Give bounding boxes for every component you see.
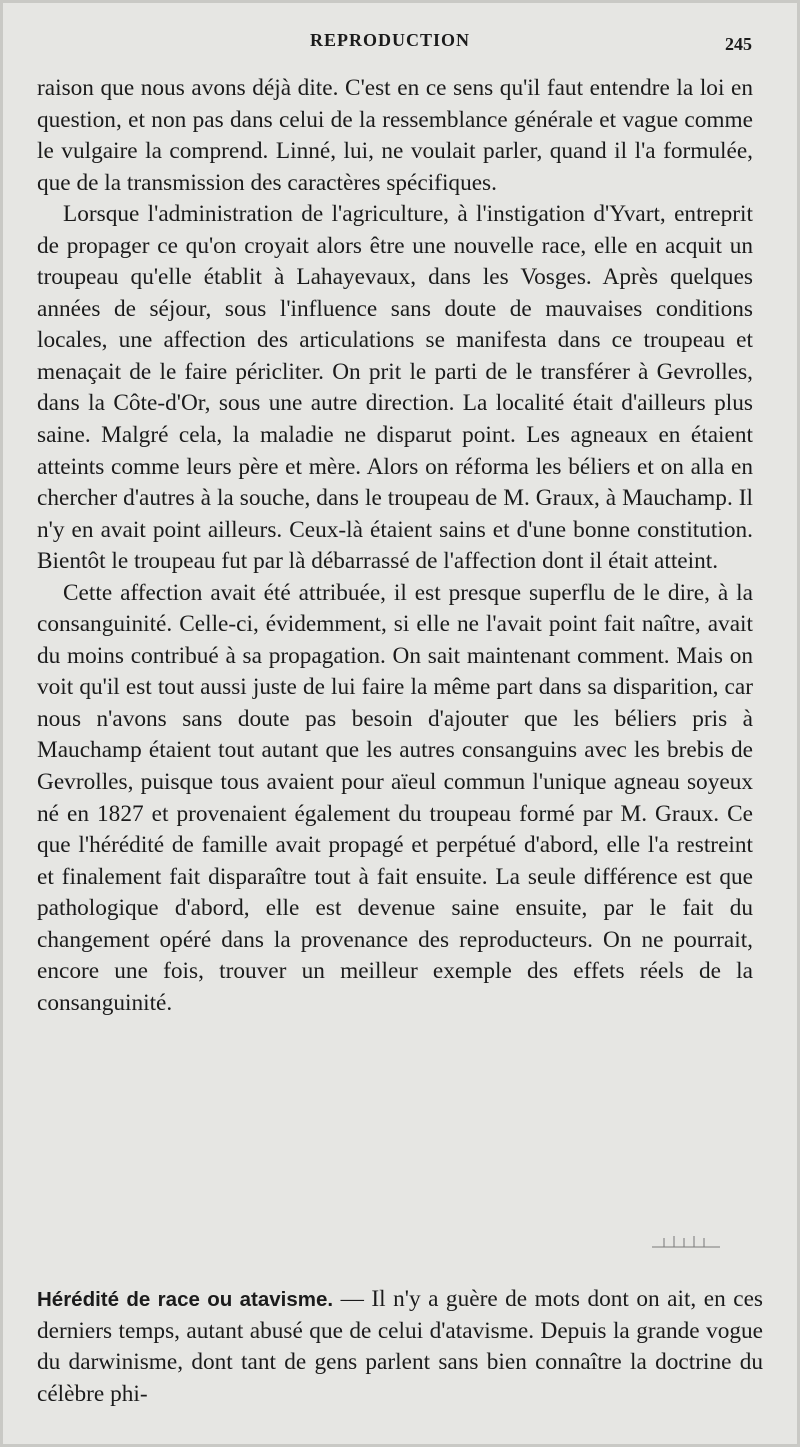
section-text: — Il n'y a guère de mots dont on ait, en ces derniers temps, autant abusé que de celui d'atavisme. Depuis la grande vogue du darwinisme, dont tant de gens parlent sans bien connaître la doctrine du célèbre phi- xyxy=(37,1286,763,1407)
paragraph-continued: raison que nous avons déjà dite. C'est en ce sens qu'il faut entendre la loi en question, et non pas dans celui de la ressemblance générale et vague comme le vulgaire la comprend. Linné, lui, ne voulait parler, quand il l'a formulée, que de la transmission des caractères spécifiques. xyxy=(37,75,753,196)
main-text xyxy=(37,73,753,1019)
paragraph-consanguinity: Cette affection avait été attribuée, il est presque superflu de le dire, à la consanguinité. Celle-ci, évidemment, si elle ne l'avait point fait naître, avait du moins contribué à sa propagation. On sait maintenant comment. Mais on voit qu'il est tout aussi juste de lui faire la même part dans sa disparition, car nous n'avons sans doute pas besoin d'ajouter que les béliers pris à Mauchamp étaient tout autant que les autres consanguins avec les brebis de Gevrolles, puisque tous avaient pour aïeul commun l'unique agneau soyeux né en 1827 et provenaient également du troupeau formé par M. Graux. Ce que l'hérédité de famille avait propagé et perpétué d'abord, elle l'a restreint et finalement fait disparaître tout à fait ensuite. La seule différence est que pathologique d'abord, elle est devenue saine ensuite, par le fait du changement opéré dans la provenance des reproducteurs. On ne pourrait, encore une fois, trouver un meilleur exemple des effets réels de la consanguinité. xyxy=(37,579,753,1016)
section-title: Hérédité de race ou atavisme. xyxy=(37,1288,334,1311)
paragraph-end-ornament xyxy=(650,1233,722,1251)
paragraph-lahayevaux: Lorsque l'administration de l'agriculture, à l'instigation d'Yvart, entreprit de propager ce qu'on croyait alors être une nouvelle race, elle en acquit un troupeau qu'elle établit à Lahayevaux, dans les Vosges. Après quelques années de séjour, sous l'influence sans doute de mauvaises conditions locales, une affection des articulations se manifesta dans ce troupeau et menaçait de le faire péricliter. On prit le parti de le transférer à Gevrolles, dans la Côte-d'Or, sous une autre direction. La localité était d'ailleurs plus saine. Malgré cela, la maladie ne disparut point. Les agneaux en étaient atteints comme leurs père et mère. Alors on réforma les béliers et on alla en chercher d'autres à la souche, dans le troupeau de M. Graux, à Mauchamp. Il n'y en avait point ailleurs. Ceux-là étaient sains et d'une bonne constitution. Bientôt le troupeau fut par là débarrassé de l'affection dont il était atteint. xyxy=(37,201,753,575)
section-atavisme xyxy=(37,1284,763,1410)
page-header xyxy=(0,30,800,60)
page-number: 245 xyxy=(725,34,752,54)
running-title: REPRODUCTION xyxy=(309,30,470,50)
